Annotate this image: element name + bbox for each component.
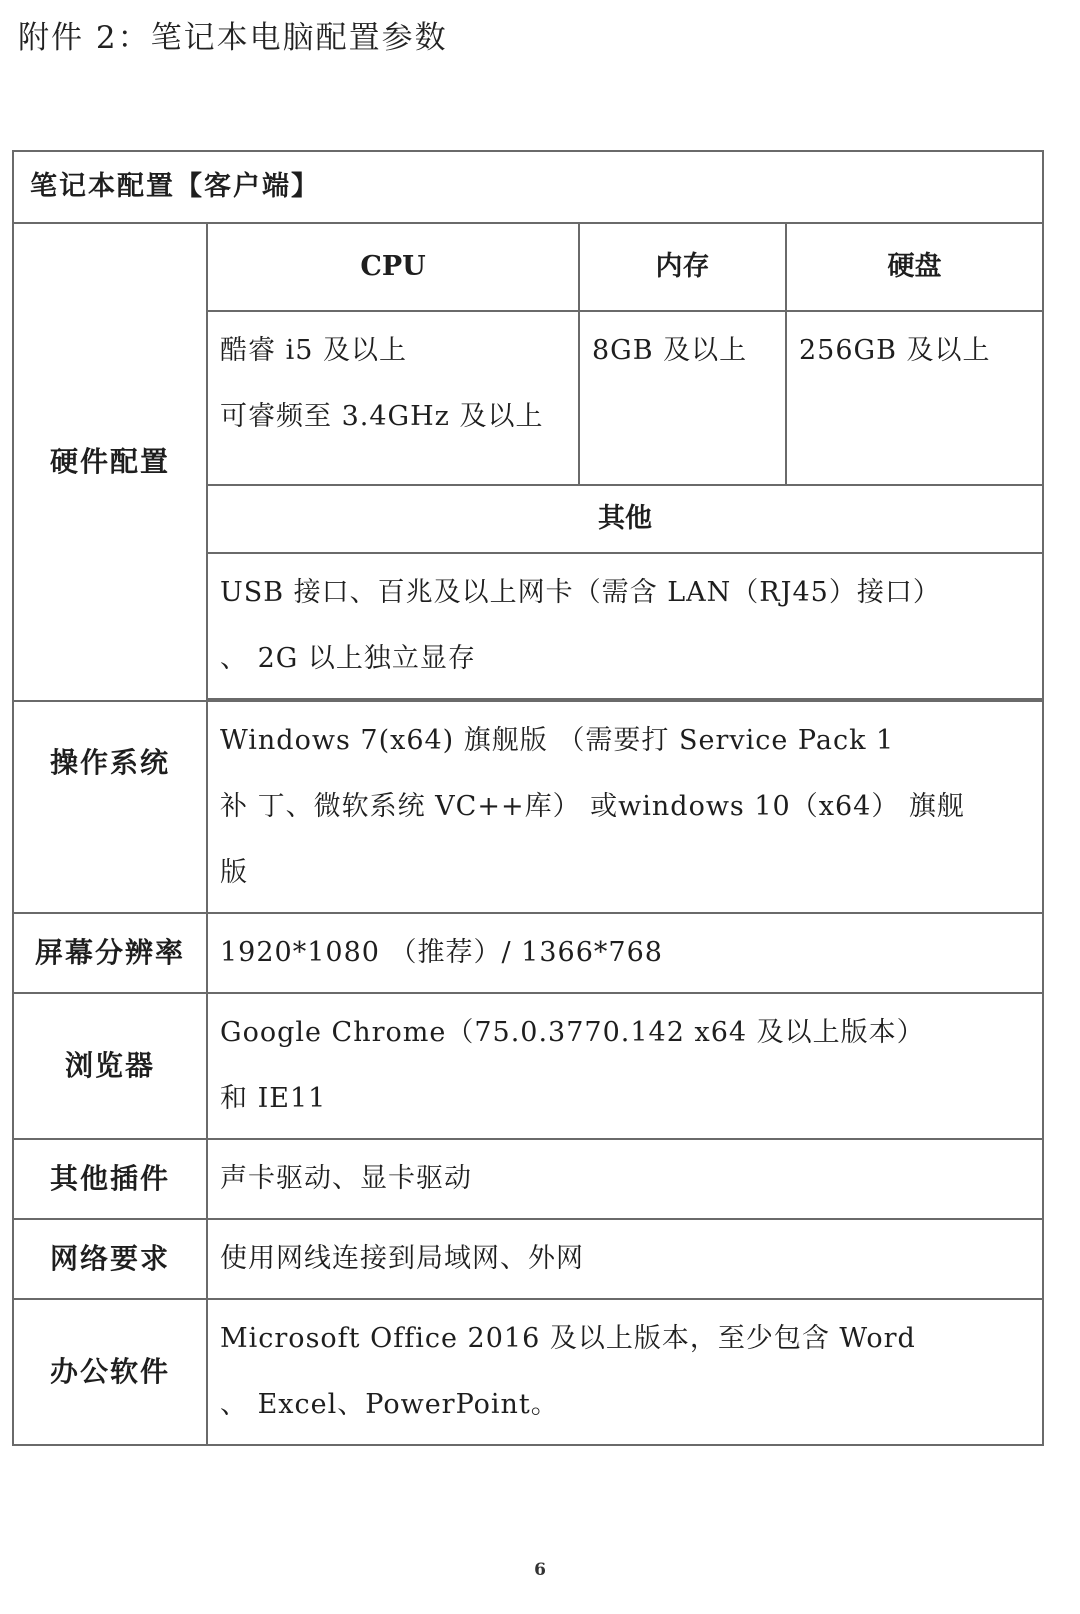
laptop-spec-table	[12, 150, 1044, 1446]
network-label: 网络要求	[13, 1219, 207, 1299]
browser-label: 浏览器	[13, 993, 207, 1139]
disk-header: 硬盘	[786, 223, 1043, 311]
browser-line-1: Google Chrome（75.0.3770.142 x64 及以上版本）	[220, 1017, 925, 1048]
network-value: 使用网线连接到局域网、外网	[207, 1219, 1043, 1299]
memory-value: 8GB 及以上	[579, 311, 786, 485]
cpu-header: CPU	[207, 223, 579, 311]
office-line-1: Microsoft Office 2016 及以上版本，至少包含 Word	[220, 1323, 916, 1354]
other-line-1: USB 接口、百兆及以上网卡（需含 LAN（RJ45）接口）	[220, 577, 941, 608]
plugins-label: 其他插件	[13, 1139, 207, 1219]
other-header: 其他	[207, 485, 1043, 553]
other-line-2: 、 2G 以上独立显存	[220, 643, 476, 674]
other-value	[207, 553, 1043, 699]
resolution-value: 1920*1080 （推荐）/ 1366*768	[207, 913, 1043, 993]
plugins-row	[13, 1139, 1043, 1219]
os-line-2: 补 丁、微软系统 VC++库） 或windows 10（x64） 旗舰	[220, 791, 965, 822]
cpu-line-1: 酷睿 i5 及以上	[220, 335, 407, 366]
office-value	[207, 1299, 1043, 1445]
memory-header: 内存	[579, 223, 786, 311]
browser-line-2: 和 IE11	[220, 1083, 327, 1114]
browser-value	[207, 993, 1043, 1139]
office-label: 办公软件	[13, 1299, 207, 1445]
table-caption-row	[13, 151, 1043, 223]
os-row	[13, 701, 1043, 913]
page-heading: 附件 2：笔记本电脑配置参数	[18, 20, 448, 56]
hardware-label: 硬件配置	[13, 223, 207, 701]
os-line-1: Windows 7(x64) 旗舰版 （需要打 Service Pack 1	[220, 725, 895, 756]
page-number: 6	[534, 1560, 546, 1580]
network-row	[13, 1219, 1043, 1299]
plugins-value: 声卡驱动、显卡驱动	[207, 1139, 1043, 1219]
resolution-row	[13, 913, 1043, 993]
os-line-3: 版	[220, 857, 248, 888]
os-value	[207, 701, 1043, 913]
office-row	[13, 1299, 1043, 1445]
resolution-label: 屏幕分辨率	[13, 913, 207, 993]
cpu-line-2: 可睿频至 3.4GHz 及以上	[220, 401, 544, 432]
table-caption: 笔记本配置【客户端】	[13, 151, 1043, 223]
cpu-value	[207, 311, 579, 485]
hardware-header-row	[13, 223, 1043, 311]
office-line-2: 、 Excel、PowerPoint。	[220, 1389, 559, 1420]
disk-value: 256GB 及以上	[786, 311, 1043, 485]
os-label: 操作系统	[13, 701, 207, 913]
browser-row	[13, 993, 1043, 1139]
